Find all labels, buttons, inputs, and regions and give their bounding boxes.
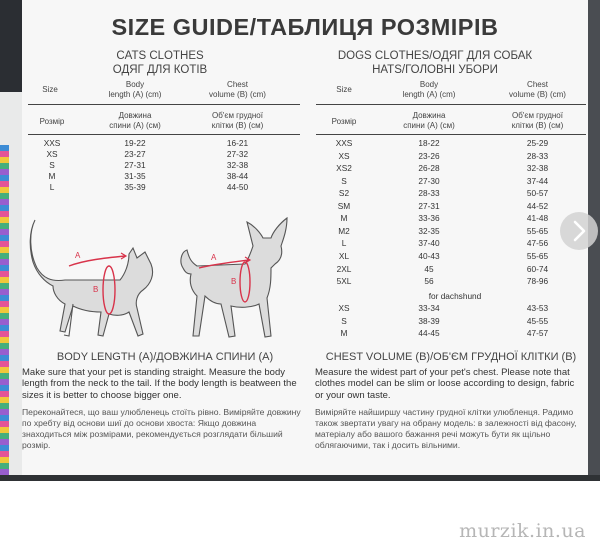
body-length-text-en: Make sure that your pet is standing straight. Measure the body length from the neck to the tail. If the body length is beatween the sizes it is better to choose bigger one. bbox=[22, 367, 297, 401]
dogs-row-7-col-2: 33-36 bbox=[418, 213, 440, 224]
next-slide-button[interactable] bbox=[560, 212, 598, 250]
cats-col-size-ua: Розмір bbox=[39, 117, 65, 126]
dachshund-row-3-col-2: 44-45 bbox=[418, 328, 440, 339]
dogs-row-11-col-2: 45 bbox=[424, 263, 434, 274]
dogs-title-line1: DOGS CLOTHES/ОДЯГ ДЛЯ СОБАК bbox=[337, 50, 533, 62]
dogs-row-11-col-1: 2XL bbox=[336, 263, 352, 274]
cats-title-ua: ОДЯГ ДЛЯ КОТІВ bbox=[112, 63, 208, 76]
left-decor-strip bbox=[0, 0, 22, 475]
body-length-heading: BODY LENGTH (A)/ДОВЖИНА СПИНИ (А) bbox=[56, 351, 274, 363]
dachshund-row-3-col-1: M bbox=[340, 328, 348, 339]
dogs-row-1-col-3: 25-29 bbox=[526, 138, 549, 148]
cats-title bbox=[80, 50, 240, 77]
dogs-title-line2: HATS/ГОЛОВНІ УБОРИ bbox=[372, 63, 498, 76]
chest-volume-text-ua: Виміряйте найширшу частину грудної клітки улюбленця. Радимо також звертати увагу на обрану модель: в залежності від фасону, матеріалу або вашого бажання речі можуть бути як щільно облягаючими, так і досить вільними. bbox=[315, 407, 577, 450]
chest-volume-text-en: Measure the widest part of your pet's chest. Please note that clothes model can be slim or loose according to design, fabric or your own taste. bbox=[315, 367, 575, 401]
cats-col-size: Size bbox=[42, 85, 58, 94]
dogs-row-3-col-3: 32-38 bbox=[526, 163, 549, 174]
dogs-col-chest-ua: Об'єм грудної клітки (В) (см) bbox=[511, 111, 564, 130]
cats-row-5-col-1: L bbox=[49, 181, 55, 192]
dogs-row-8-col-3: 55-65 bbox=[526, 225, 549, 236]
dogs-row-1-col-1: XXS bbox=[335, 138, 353, 148]
dogs-col-chest: Chest volume (B) (cm) bbox=[509, 80, 566, 99]
chevron-right-icon bbox=[560, 212, 598, 250]
dog-label-a: A bbox=[211, 253, 217, 262]
cats-col-chest: Chest volume (B) (cm) bbox=[209, 80, 266, 99]
dogs-title bbox=[330, 50, 540, 77]
dogs-row-2-col-2: 23-26 bbox=[418, 150, 440, 161]
dogs-row-9-col-1: L bbox=[341, 238, 347, 249]
dogs-row-6-col-3: 44-52 bbox=[526, 200, 549, 211]
dogs-row-7-col-3: 41-48 bbox=[526, 213, 549, 224]
cats-row-5-col-2: 35-39 bbox=[124, 181, 146, 192]
dachshund-label: for dachshund bbox=[428, 291, 482, 301]
dogs-row-6-col-1: SM bbox=[337, 200, 351, 211]
dogs-row-4-col-1: S bbox=[341, 175, 347, 186]
cat-label-b: B bbox=[93, 285, 99, 294]
cats-row-5-col-3: 44-50 bbox=[226, 181, 249, 192]
dogs-row-9-col-3: 47-56 bbox=[526, 238, 549, 249]
cats-header-rule bbox=[28, 104, 300, 105]
cats-row-1-col-1: XXS bbox=[43, 138, 61, 148]
cats-col-body: Body length (A) (cm) bbox=[108, 80, 162, 99]
cats-row-3-col-3: 32-38 bbox=[226, 159, 249, 170]
dogs-col-size: Size bbox=[336, 85, 352, 94]
cats-subheader-rule bbox=[28, 134, 300, 135]
dogs-col-body-ua: Довжина спини (А) (см) bbox=[403, 111, 455, 130]
dogs-row-10-col-3: 55-65 bbox=[526, 250, 549, 261]
chest-volume-heading: CHEST VOLUME (B)/ОБ'ЄМ ГРУДНОЇ КЛІТКИ (В) bbox=[325, 351, 577, 363]
cats-row-2-col-3: 27-32 bbox=[226, 148, 249, 159]
cats-row-1-col-3: 16-21 bbox=[226, 138, 249, 148]
dogs-row-1-col-2: 18-22 bbox=[418, 138, 440, 148]
cats-row-4-col-3: 38-44 bbox=[226, 170, 249, 181]
dogs-row-9-col-2: 37-40 bbox=[418, 238, 440, 249]
dachshund-row-2-col-1: S bbox=[341, 315, 347, 326]
dogs-row-5-col-1: S2 bbox=[338, 188, 350, 199]
dachshund-row-3-col-3: 47-57 bbox=[526, 328, 549, 339]
dogs-row-10-col-2: 40-43 bbox=[418, 250, 440, 261]
cat-label-a: A bbox=[75, 251, 81, 260]
dachshund-row-2-col-2: 38-39 bbox=[418, 315, 440, 326]
dogs-row-10-col-1: XL bbox=[338, 250, 350, 261]
dachshund-row-2-col-3: 45-55 bbox=[526, 315, 549, 326]
dogs-row-12-col-3: 78-96 bbox=[526, 276, 549, 287]
page-title: SIZE GUIDE/ТАБЛИЦЯ РОЗМІРІВ bbox=[111, 14, 499, 40]
dachshund-row-1-col-1: XS bbox=[338, 303, 350, 313]
dogs-row-12-col-1: 5XL bbox=[336, 276, 352, 287]
cats-row-3-col-1: S bbox=[49, 159, 55, 170]
body-length-text-ua: Переконайтеся, що ваш улюбленець стоїть рівно. Виміряйте довжину по хребту від основи шиї до основи хвоста: Якщо довжина знаходиться між розмірами, рекомендується розглядати більший розмір. bbox=[22, 407, 301, 450]
dog-label-b: B bbox=[231, 277, 237, 286]
dogs-row-8-col-1: M2 bbox=[338, 225, 350, 236]
dogs-row-12-col-2: 56 bbox=[424, 276, 434, 287]
cats-col-chest-ua: Об'єм грудної клітки (В) (см) bbox=[211, 111, 264, 130]
dogs-row-7-col-1: M bbox=[340, 213, 348, 224]
dogs-row-11-col-3: 60-74 bbox=[526, 263, 549, 274]
dogs-row-6-col-2: 27-31 bbox=[418, 200, 440, 211]
dogs-row-5-col-2: 28-33 bbox=[418, 188, 440, 199]
dachshund-row-1-col-3: 43-53 bbox=[526, 303, 549, 313]
dogs-col-size-ua: Розмір bbox=[331, 117, 357, 126]
dogs-row-2-col-1: XS bbox=[338, 150, 350, 161]
cats-row-4-col-2: 31-35 bbox=[124, 170, 146, 181]
dogs-row-2-col-3: 28-33 bbox=[526, 150, 549, 161]
image-bottom-border bbox=[0, 475, 600, 481]
dogs-row-3-col-2: 26-28 bbox=[418, 163, 440, 174]
dogs-row-4-col-2: 27-30 bbox=[418, 175, 440, 186]
cats-row-2-col-1: XS bbox=[46, 148, 58, 159]
dogs-header-rule bbox=[316, 104, 586, 105]
dog-measurement-illustration bbox=[175, 208, 300, 353]
cats-row-1-col-2: 19-22 bbox=[124, 138, 146, 148]
dogs-row-3-col-1: XS2 bbox=[336, 163, 352, 174]
cats-row-2-col-2: 23-27 bbox=[124, 148, 146, 159]
cats-title-en: CATS CLOTHES bbox=[116, 50, 204, 62]
cats-col-body-ua: Довжина спини (А) (см) bbox=[109, 111, 161, 130]
cats-row-4-col-1: M bbox=[48, 170, 56, 181]
dogs-subheader-rule bbox=[316, 134, 586, 135]
dogs-row-4-col-3: 37-44 bbox=[526, 175, 549, 186]
dachshund-row-1-col-2: 33-34 bbox=[418, 303, 440, 313]
dogs-row-8-col-2: 32-35 bbox=[418, 225, 440, 236]
dogs-row-5-col-3: 50-57 bbox=[526, 188, 549, 199]
cat-measurement-illustration bbox=[25, 212, 175, 352]
dogs-col-body: Body length (A) (cm) bbox=[402, 80, 456, 99]
cats-row-3-col-2: 27-31 bbox=[124, 159, 146, 170]
site-watermark: murzik.in.ua bbox=[459, 520, 586, 542]
